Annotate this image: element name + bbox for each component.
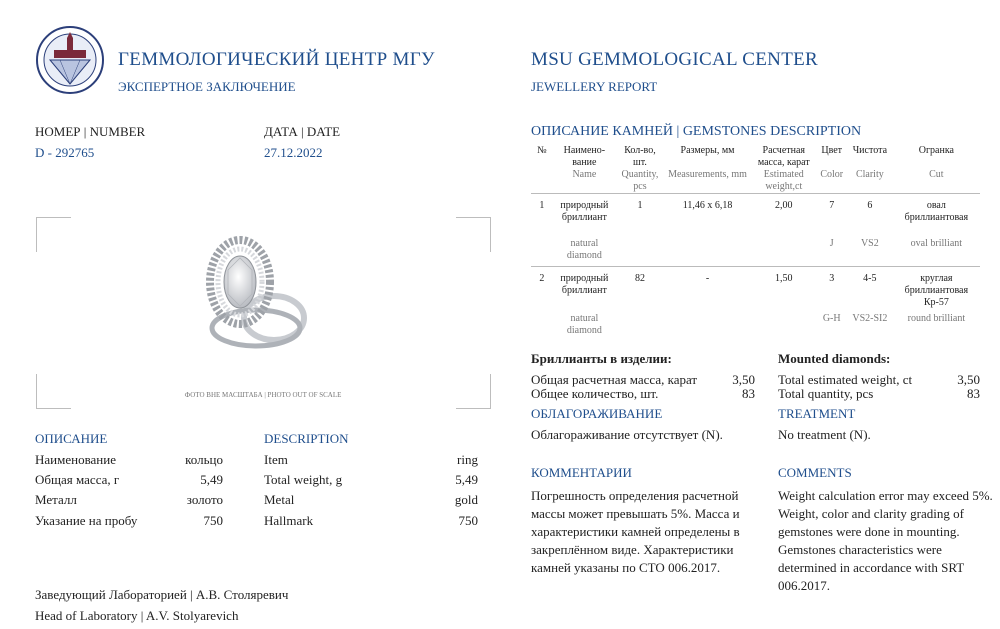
mounted-en-weight-value: 3,50 — [957, 372, 980, 387]
cell-color: 7 — [829, 200, 835, 211]
description-ru-label: Наименование — [35, 452, 116, 467]
description-en-value: 5,49 — [455, 472, 478, 487]
cell-name: природный бриллиант — [560, 273, 609, 296]
comments-en-heading: COMMENTS — [778, 465, 852, 480]
col-header: Quantity, pcs — [621, 169, 659, 192]
subtitle-en: JEWELLERY REPORT — [531, 79, 658, 94]
cell-cut-en: oval brilliant — [910, 238, 963, 249]
col-header: Measurements, mm — [668, 169, 747, 180]
col-header: Кол-во, шт. — [624, 145, 656, 168]
cell-name-en: natural diamond — [566, 238, 602, 261]
cell-size: - — [705, 273, 710, 284]
col-header: Расчетная масса, карат — [757, 145, 810, 168]
description-en-label: Metal — [264, 492, 295, 507]
cell-clarity-en: VS2-SI2 — [852, 313, 888, 324]
col-header: Чистота — [852, 145, 888, 156]
description-ru-value: кольцо — [185, 452, 223, 467]
table-row — [531, 273, 980, 309]
date-label: ДАТА | DATE — [264, 124, 341, 139]
cell-clarity: 4-5 — [863, 273, 877, 284]
number-value: D - 292765 — [35, 145, 95, 160]
col-header: Estimated weight,ct — [763, 169, 804, 192]
description-en-label: Total weight, g — [264, 472, 343, 487]
number-label: НОМЕР | NUMBER — [35, 124, 146, 139]
description-ru-value: золото — [186, 492, 223, 507]
cell-weight: 2,00 — [775, 200, 793, 211]
cell-no: 2 — [539, 273, 545, 284]
table-header-ru — [531, 145, 980, 169]
cell-name: природный бриллиант — [560, 200, 609, 223]
cell-weight: 1,50 — [775, 273, 793, 284]
table-header-en — [531, 169, 980, 194]
cell-color: 3 — [829, 273, 835, 284]
title-ru: ГЕММОЛОГИЧЕСКИЙ ЦЕНТР МГУ — [118, 49, 435, 70]
description-ru-label: Металл — [35, 492, 77, 507]
description-en-label: Item — [264, 452, 288, 467]
treatment-en-heading: TREATMENT — [778, 406, 856, 421]
cell-no: 1 — [539, 200, 545, 211]
col-header: № — [537, 145, 547, 156]
cell-clarity: 6 — [867, 200, 873, 211]
signature-en: Head of Laboratory | A.V. Stolyarevich — [35, 608, 239, 623]
col-header: Огранка — [918, 145, 954, 156]
mounted-ru-heading: Бриллианты в изделии: — [531, 351, 672, 366]
gemstones-table — [531, 145, 980, 337]
col-header: Наимено-вание — [563, 145, 606, 168]
col-header: Цвет — [821, 145, 843, 156]
description-en-value: 750 — [458, 513, 478, 528]
col-header: Размеры, мм — [680, 145, 735, 156]
gemstones-heading: ОПИСАНИЕ КАМНЕЙ | GEMSTONES DESCRIPTION — [531, 124, 862, 139]
table-row-en — [531, 238, 980, 262]
table-row — [531, 200, 980, 224]
mounted-en-qty-label: Total quantity, pcs — [778, 386, 874, 401]
cell-color-en: J — [829, 238, 834, 249]
cell-size: 11,46 x 6,18 — [682, 200, 733, 211]
comments-en-text: Weight calculation error may exceed 5%. Weight, color and clarity grading of gemstones were done in mounting. Gemstones characteristics were determined in accordance with SRT 006.2017. — [778, 488, 993, 593]
subtitle-ru: ЭКСПЕРТНОЕ ЗАКЛЮЧЕНИЕ — [118, 79, 296, 94]
mounted-ru-qty-value: 83 — [742, 386, 755, 401]
cell-qty: 82 — [634, 273, 645, 284]
cell-name-en: natural diamond — [566, 313, 602, 336]
mounted-ru-weight-value: 3,50 — [732, 372, 755, 387]
description-en-heading: DESCRIPTION — [264, 431, 349, 446]
col-header: Clarity — [855, 169, 884, 180]
description-ru-heading: ОПИСАНИЕ — [35, 431, 108, 446]
description-en-value: ring — [457, 452, 478, 467]
signature-ru: Заведующий Лабораторией | А.В. Столяревич — [35, 587, 289, 602]
mounted-ru-qty-label: Общее количество, шт. — [531, 386, 659, 401]
description-en-value: gold — [454, 492, 478, 507]
description-ru-label: Указание на пробу — [35, 513, 138, 528]
treatment-ru-heading: ОБЛАГОРАЖИВАНИЕ — [531, 406, 663, 421]
title-en: MSU GEMMOLOGICAL CENTER — [531, 49, 818, 70]
photo-caption: ФОТО ВНЕ МАСШТАБА | PHOTO OUT OF SCALE — [184, 391, 342, 399]
cell-cut: круглая бриллиантовая Кр-57 — [904, 273, 969, 308]
description-ru-label: Общая масса, г — [35, 472, 120, 487]
cell-color-en: G-H — [822, 313, 841, 324]
ring-photo-icon — [196, 236, 308, 354]
cell-cut: овал бриллиантовая — [904, 200, 969, 223]
date-value: 27.12.2022 — [264, 145, 323, 160]
col-header: Name — [572, 169, 597, 180]
cell-qty: 1 — [637, 200, 643, 211]
treatment-ru-text: Облагораживание отсутствует (N). — [531, 427, 723, 442]
mounted-en-weight-label: Total estimated weight, ct — [778, 372, 913, 387]
cell-cut-en: round brilliant — [907, 313, 966, 324]
description-ru-value: 5,49 — [200, 472, 223, 487]
description-en-label: Hallmark — [264, 513, 314, 528]
mounted-ru-weight-label: Общая расчетная масса, карат — [531, 372, 698, 387]
table-row-en — [531, 313, 980, 337]
description-ru-value: 750 — [203, 513, 223, 528]
mounted-en-heading: Mounted diamonds: — [778, 351, 891, 366]
msu-logo-icon — [36, 26, 104, 94]
col-header: Color — [820, 169, 844, 180]
comments-ru-heading: КОММЕНТАРИИ — [531, 465, 632, 480]
mounted-en-qty-value: 83 — [967, 386, 980, 401]
comments-ru-text: Погрешность определения расчетной массы может превышать 5%. Масса и характеристики камней определены в закреплённом виде. Характеристики камней указаны по СТО 006.2017. — [531, 488, 740, 575]
col-header: Cut — [929, 169, 944, 180]
cell-clarity-en: VS2 — [860, 238, 879, 249]
treatment-en-text: No treatment (N). — [778, 427, 871, 442]
